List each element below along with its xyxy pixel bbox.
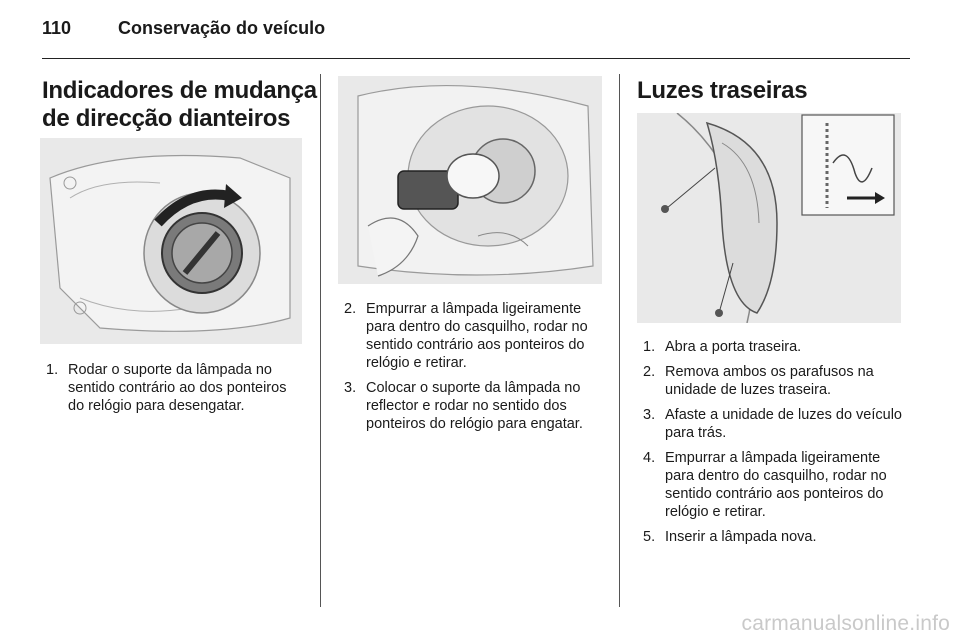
illustration-rear-light-unit [637, 113, 901, 323]
front-indicator-steps [46, 361, 302, 422]
bulb-removal-drawing [338, 76, 602, 284]
illustration-bulb-removal [338, 76, 602, 284]
step-number: 1. [46, 362, 59, 378]
step-text: Abra a porta traseira. [665, 339, 802, 355]
rear-lights-heading: Luzes traseiras [637, 77, 808, 104]
page-number: 110 [42, 18, 72, 38]
step-text: Rodar o suporte da lâmpada no sentido contrário ao dos ponteiros do relógio para desengatar. [68, 362, 287, 414]
list-item [344, 379, 606, 433]
step-number: 2. [344, 301, 357, 317]
front-indicator-drawing [40, 138, 302, 344]
list-item [643, 363, 907, 399]
step-text: Empurrar a lâmpada ligeiramente para dentro do casquilho, rodar no sentido contrário aos ponteiros do relógio e retirar. [366, 301, 588, 371]
list-item [643, 449, 907, 521]
step-number: 2. [643, 364, 656, 380]
watermark-link[interactable]: carmanualsonline.info [741, 612, 950, 635]
heading-line-2: de direcção dianteiros [42, 105, 291, 132]
header-divider [42, 58, 910, 59]
step-text: Colocar o suporte da lâmpada no reflector e rodar no sentido dos ponteiros do relógio para engatar. [366, 380, 583, 432]
rear-light-drawing [637, 113, 901, 323]
column-divider-left [320, 74, 321, 607]
step-text: Inserir a lâmpada nova. [665, 529, 817, 545]
illustration-front-indicator-holder [40, 138, 302, 344]
section-title: Conservação do veículo [118, 18, 326, 38]
step-text: Empurrar a lâmpada ligeiramente para dentro do casquilho, rodar no sentido contrário aos ponteiros do relógio e retirar. [665, 450, 887, 520]
step-text: Afaste a unidade de luzes do veículo para trás. [665, 407, 902, 441]
bulb-replacement-steps [344, 300, 606, 440]
list-item [344, 300, 606, 372]
list-item [643, 528, 907, 546]
list-item [643, 406, 907, 442]
step-number: 5. [643, 529, 656, 545]
column-divider-right [619, 74, 620, 607]
step-number: 3. [344, 380, 357, 396]
list-item [643, 338, 907, 356]
step-number: 1. [643, 339, 656, 355]
step-number: 3. [643, 407, 656, 423]
list-item [46, 361, 302, 415]
step-number: 4. [643, 450, 656, 466]
step-text: Remova ambos os parafusos na unidade de luzes traseira. [665, 364, 874, 398]
heading-line-1: Indicadores de mudança [42, 77, 317, 104]
front-indicators-heading [42, 77, 317, 133]
rear-light-steps [643, 338, 907, 553]
